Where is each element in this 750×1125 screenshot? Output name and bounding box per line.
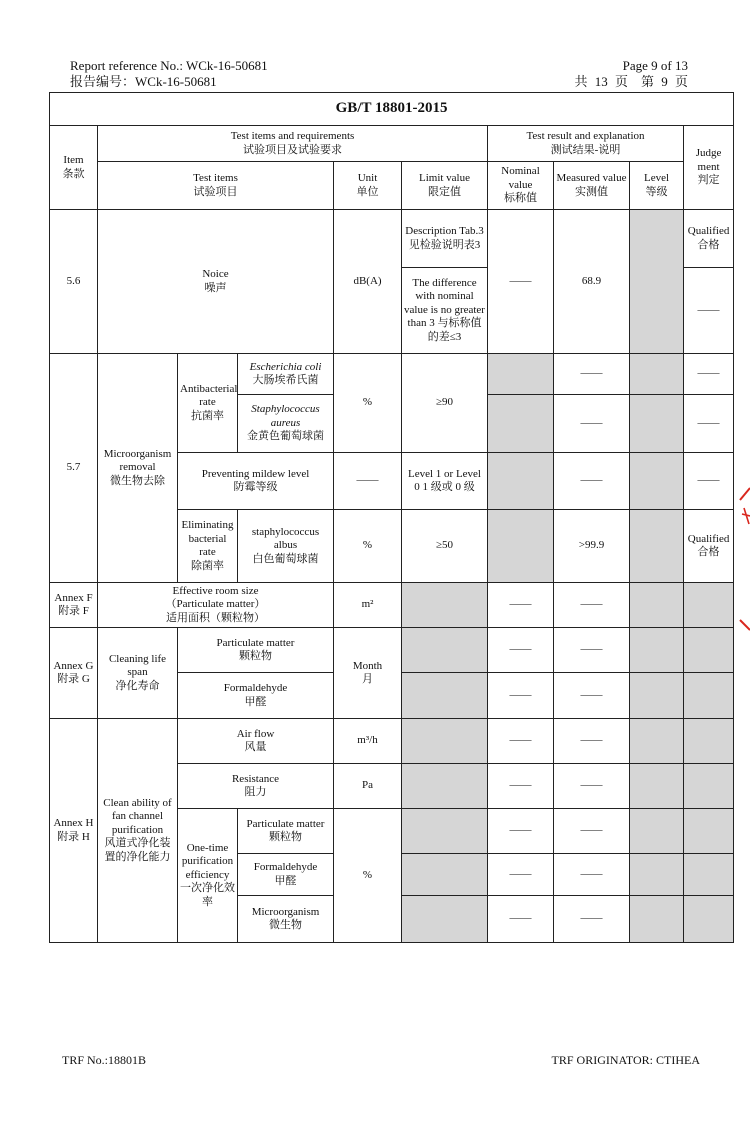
limit-cell bbox=[402, 628, 488, 673]
subgroup-name: Eliminating bacterial rate 除菌率 bbox=[178, 510, 238, 583]
limit-cell bbox=[402, 764, 488, 809]
subgroup-name: One-time purification efficiency 一次净化效率 bbox=[178, 809, 238, 943]
col-limit: Limit value 限定值 bbox=[402, 162, 488, 210]
nominal-value: —— bbox=[488, 719, 554, 764]
test-item-name: Formaldehyde 甲醛 bbox=[178, 673, 334, 719]
measured-value: —— bbox=[554, 354, 630, 395]
test-item-name: Escherichia coli 大肠埃希氏菌 bbox=[238, 354, 334, 395]
level-cell bbox=[630, 719, 684, 764]
page-number-cn: 共 13 页 第 9 页 bbox=[574, 74, 688, 89]
test-item-name: Microorganism 微生物 bbox=[238, 896, 334, 943]
report-reference-cn: 报告编号：WCk-16-50681 bbox=[70, 74, 217, 89]
test-item-name: Resistance 阻力 bbox=[178, 764, 334, 809]
measured-value: —— bbox=[554, 395, 630, 453]
measured-value: >99.9 bbox=[554, 510, 630, 583]
measured-value: —— bbox=[554, 854, 630, 896]
item-number: 5.6 bbox=[50, 210, 98, 354]
limit-value: ≥50 bbox=[402, 510, 488, 583]
test-item-name: Particulate matter 颗粒物 bbox=[238, 809, 334, 854]
unit-value: % bbox=[334, 809, 402, 943]
table-row bbox=[50, 719, 734, 764]
unit-value: m³/h bbox=[334, 719, 402, 764]
nominal-cell bbox=[488, 354, 554, 395]
item-number: 5.7 bbox=[50, 354, 98, 583]
report-reference-en: Report reference No.: WCk-16-50681 bbox=[70, 58, 268, 73]
level-cell bbox=[630, 354, 684, 395]
trf-originator: TRF ORIGINATOR: CTIHEA bbox=[551, 1053, 700, 1067]
unit-value: Month 月 bbox=[334, 628, 402, 719]
test-item-name: Staphylococcus aureus 金黄色葡萄球菌 bbox=[238, 395, 334, 453]
group-name: Cleaning life span 净化寿命 bbox=[98, 628, 178, 719]
level-cell bbox=[630, 395, 684, 453]
table-row bbox=[50, 583, 734, 628]
judgement-value: Qualified 合格 bbox=[684, 510, 734, 583]
limit-cell bbox=[402, 854, 488, 896]
test-item-name: Particulate matter 颗粒物 bbox=[178, 628, 334, 673]
unit-value: dB(A) bbox=[334, 210, 402, 354]
judgement-cell bbox=[684, 719, 734, 764]
col-results: Test result and explanation 测试结果-说明 bbox=[488, 126, 684, 162]
limit-cell bbox=[402, 673, 488, 719]
limit-value: ≥90 bbox=[402, 354, 488, 453]
judgement-value: —— bbox=[684, 453, 734, 510]
item-number: Annex F 附录 F bbox=[50, 583, 98, 628]
limit-cell bbox=[402, 896, 488, 943]
judgement-value: —— bbox=[684, 395, 734, 453]
stamp-fragment bbox=[736, 480, 750, 640]
measured-value: —— bbox=[554, 673, 630, 719]
measured-value: —— bbox=[554, 764, 630, 809]
nominal-value: —— bbox=[488, 210, 554, 354]
page-number bbox=[574, 58, 688, 90]
test-item-name: Effective room size （Particulate matter） 适用面积（颗粒物） bbox=[98, 583, 334, 628]
col-test-items: Test items 试验项目 bbox=[98, 162, 334, 210]
unit-value: —— bbox=[334, 453, 402, 510]
report-reference bbox=[70, 58, 268, 90]
judgement-cell bbox=[684, 809, 734, 854]
limit-value: Description Tab.3 见检验说明表3 bbox=[402, 210, 488, 268]
test-item-name: Noice 噪声 bbox=[98, 210, 334, 354]
judgement-value: Qualified 合格 bbox=[684, 210, 734, 268]
measured-value: —— bbox=[554, 809, 630, 854]
judgement-cell bbox=[684, 896, 734, 943]
test-item-name: staphylococcus albus 白色葡萄球菌 bbox=[238, 510, 334, 583]
level-cell bbox=[630, 896, 684, 943]
limit-value: Level 1 or Level 0 1 级或 0 级 bbox=[402, 453, 488, 510]
test-item-name: Preventing mildew level 防霉等级 bbox=[178, 453, 334, 510]
judgement-value: —— bbox=[684, 268, 734, 354]
unit-value: % bbox=[334, 354, 402, 453]
limit-cell bbox=[402, 809, 488, 854]
trf-number: TRF No.:18801B bbox=[62, 1053, 147, 1067]
level-cell bbox=[630, 628, 684, 673]
judgement-cell bbox=[684, 764, 734, 809]
nominal-value: —— bbox=[488, 673, 554, 719]
nominal-value: —— bbox=[488, 628, 554, 673]
col-unit: Unit 单位 bbox=[334, 162, 402, 210]
col-measured: Measured value 实测值 bbox=[554, 162, 630, 210]
measured-value: —— bbox=[554, 719, 630, 764]
col-nominal: Nominal value 标称值 bbox=[488, 162, 554, 210]
group-name: Clean ability of fan channel purification 风道式净化装置的净化能力 bbox=[98, 719, 178, 943]
unit-value: % bbox=[334, 510, 402, 583]
measured-value: —— bbox=[554, 453, 630, 510]
unit-value: Pa bbox=[334, 764, 402, 809]
nominal-value: —— bbox=[488, 764, 554, 809]
col-item: Item 条款 bbox=[50, 126, 98, 210]
level-cell bbox=[630, 764, 684, 809]
nominal-cell bbox=[488, 453, 554, 510]
measured-value: —— bbox=[554, 896, 630, 943]
nominal-value: —— bbox=[488, 583, 554, 628]
nominal-cell bbox=[488, 510, 554, 583]
col-requirements: Test items and requirements 试验项目及试验要求 bbox=[98, 126, 488, 162]
level-cell bbox=[630, 583, 684, 628]
table-row bbox=[50, 210, 734, 268]
limit-cell bbox=[402, 719, 488, 764]
limit-value: The difference with nominal value is no greater than 3 与标称值的差≤3 bbox=[402, 268, 488, 354]
nominal-value: —— bbox=[488, 854, 554, 896]
col-judgement: Judge ment 判定 bbox=[684, 126, 734, 210]
limit-cell bbox=[402, 583, 488, 628]
col-level: Level 等级 bbox=[630, 162, 684, 210]
item-number: Annex G 附录 G bbox=[50, 628, 98, 719]
page-number-en: Page 9 of 13 bbox=[622, 58, 688, 73]
unit-value: m² bbox=[334, 583, 402, 628]
level-cell bbox=[630, 210, 684, 354]
measured-value: —— bbox=[554, 583, 630, 628]
subgroup-name: Antibacterial rate 抗菌率 bbox=[178, 354, 238, 453]
level-cell bbox=[630, 809, 684, 854]
table-row bbox=[50, 628, 734, 673]
test-item-name: Formaldehyde 甲醛 bbox=[238, 854, 334, 896]
test-item-name: Air flow 风量 bbox=[178, 719, 334, 764]
group-name: Microorganism removal 微生物去除 bbox=[98, 354, 178, 583]
nominal-value: —— bbox=[488, 896, 554, 943]
judgement-cell bbox=[684, 628, 734, 673]
judgement-cell bbox=[684, 583, 734, 628]
level-cell bbox=[630, 854, 684, 896]
nominal-cell bbox=[488, 395, 554, 453]
level-cell bbox=[630, 510, 684, 583]
standard-title: GB/T 18801-2015 bbox=[50, 93, 734, 126]
judgement-value: —— bbox=[684, 354, 734, 395]
measured-value: 68.9 bbox=[554, 210, 630, 354]
judgement-cell bbox=[684, 854, 734, 896]
level-cell bbox=[630, 673, 684, 719]
item-number: Annex H 附录 H bbox=[50, 719, 98, 943]
test-results-table bbox=[49, 92, 734, 943]
nominal-value: —— bbox=[488, 809, 554, 854]
table-row bbox=[50, 354, 734, 395]
measured-value: —— bbox=[554, 628, 630, 673]
level-cell bbox=[630, 453, 684, 510]
judgement-cell bbox=[684, 673, 734, 719]
